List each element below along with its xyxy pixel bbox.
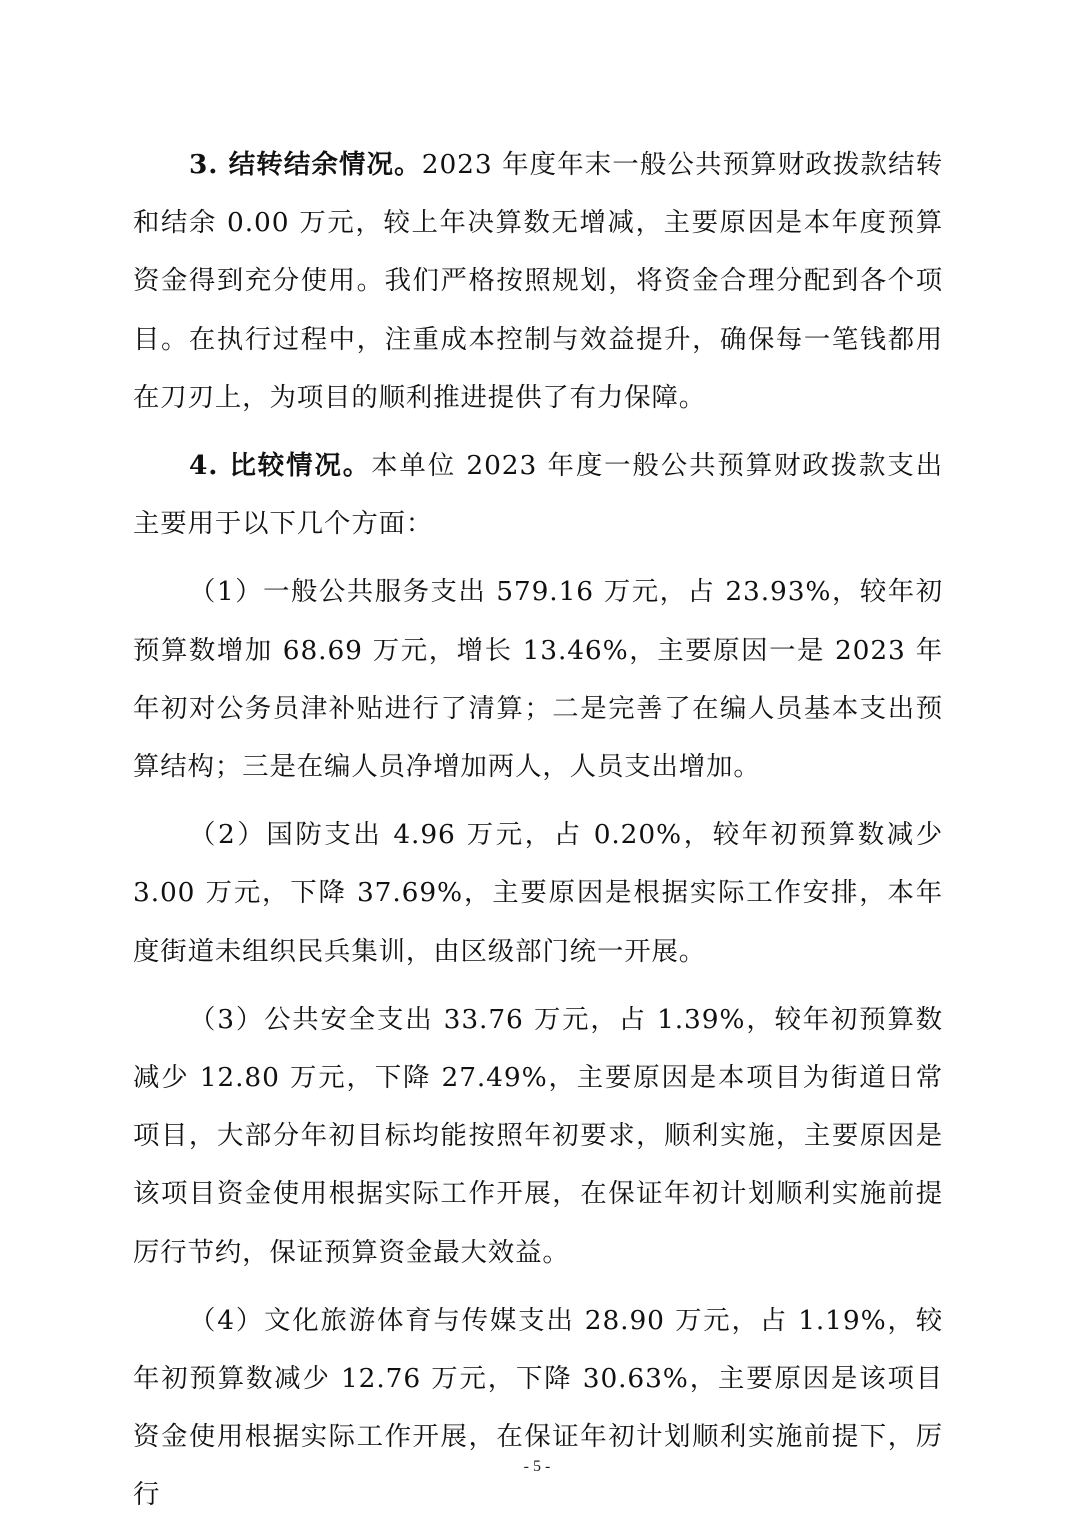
paragraph-text: （3）公共安全支出 33.76 万元，占 1.39%，较年初预算数减少 12.80 万元，下降 27.49%，主要原因是本项目为街道日常项目，大部分年初目标均能按照年初要求，顺利实施，主要原因是该项目资金使用根据实际工作开展，在保证年初计划顺利实施前提厉行节约，保证预算资金最大效益。 [133,1003,943,1268]
paragraph-heading: 3. 结转结余情况。 [189,149,422,180]
paragraph-heading: 4. 比较情况。 [189,450,372,482]
page-body [133,136,943,1535]
paragraph-text: （1）一般公共服务支出 579.16 万元，占 23.93%，较年初预算数增加 68.69 万元，增长 13.46%，主要原因一是 2023 年年初对公务员津补贴进行了清算；二是完善了在编人员基本支出预算结构；三是在编人员净增加两人，人员支出增加。 [133,576,943,783]
paragraph-culture-tourism-sports-media [133,1292,943,1525]
paragraph-comparison [133,437,943,553]
paragraph-text: （2）国防支出 4.96 万元，占 0.20%，较年初预算数减少 3.00 万元，下降 37.69%，主要原因是根据实际工作安排，本年度街道未组织民兵集训，由区级部门统一开展。 [133,819,943,967]
paragraph-text: 本单位 2023 年度一般公共预算财政拨款支出主要用于以下几个方面： [133,450,943,540]
paragraph-public-security [133,991,943,1282]
paragraph-carryover-balance [133,136,943,427]
paragraph-national-defense [133,806,943,981]
paragraph-text: （4）文化旅游体育与传媒支出 28.90 万元，占 1.19%，较年初预算数减少 12.76 万元，下降 30.63%，主要原因是该项目资金使用根据实际工作开展，在保证年初计划顺利实施前提下，厉行 [133,1304,943,1511]
page-number: - 5 - [523,1458,551,1475]
paragraph-text: 2023 年度年末一般公共预算财政拨款结转和结余 0.00 万元，较上年决算数无增减，主要原因是本年度预算资金得到充分使用。我们严格按照规划，将资金合理分配到各个项目。在执行过程中，注重成本控制与效益提升，确保每一笔钱都用在刀刃上，为项目的顺利推进提供了有力保障。 [133,149,943,413]
paragraph-general-public-services [133,563,943,796]
